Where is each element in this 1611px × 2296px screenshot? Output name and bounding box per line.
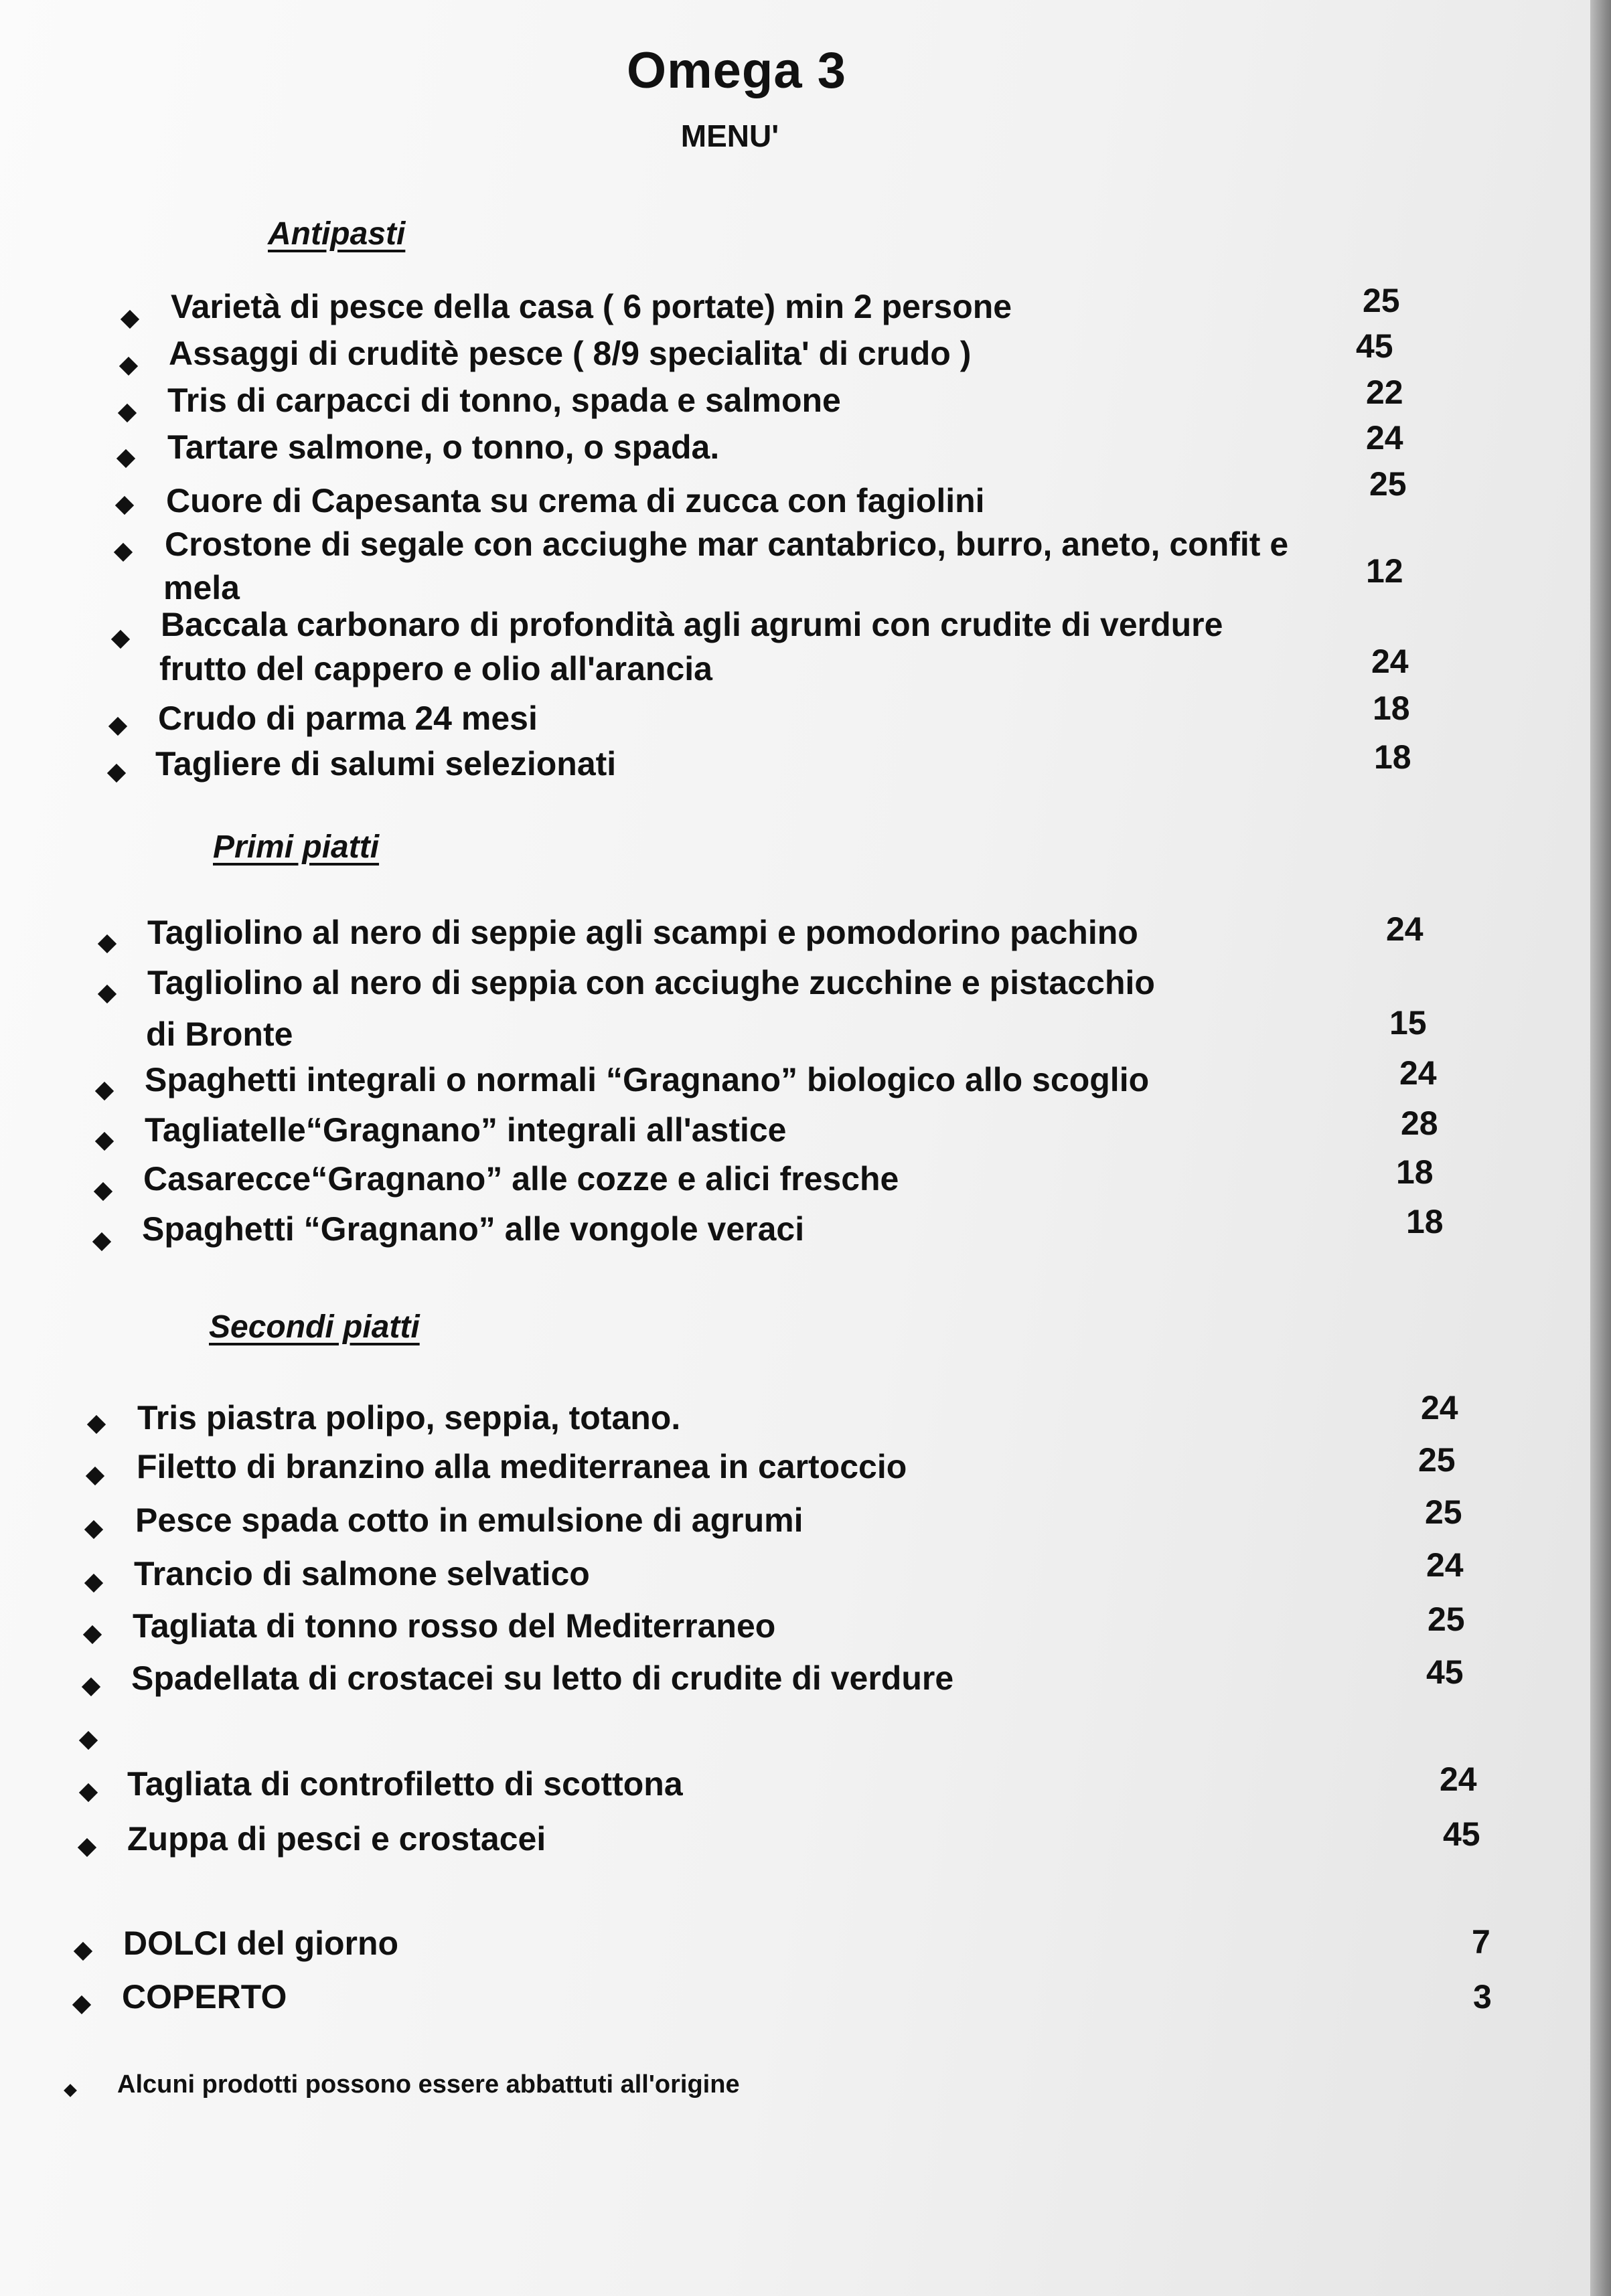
bullet-icon	[98, 934, 117, 953]
menu-item-price: 25	[1425, 1493, 1462, 1531]
menu-item-price: 24	[1371, 643, 1409, 680]
menu-item: Tartare salmone, o tonno, o spada.	[167, 428, 720, 466]
bullet-icon	[82, 1677, 100, 1696]
bullet-icon	[95, 1082, 114, 1100]
bullet-icon	[87, 1415, 106, 1434]
bullet-icon	[74, 1942, 92, 1961]
bullet-icon	[107, 764, 126, 783]
menu-item: Tris piastra polipo, seppia, totano.	[137, 1399, 681, 1437]
bullet-icon	[118, 404, 137, 422]
menu-item: Spaghetti “Gragnano” alle vongole veraci	[142, 1210, 805, 1248]
bullet-icon	[92, 1232, 111, 1251]
bullet-icon	[78, 1838, 96, 1857]
menu-item: Pesce spada cotto in emulsione di agrumi	[135, 1501, 803, 1539]
menu-item-price: 24	[1421, 1389, 1458, 1426]
section-heading-secondi-piatti: Secondi piatti	[209, 1309, 420, 1345]
bullet-icon	[111, 630, 130, 649]
menu-item-price: 22	[1366, 374, 1403, 411]
menu-item: Tagliere di salumi selezionati	[155, 745, 617, 783]
menu-item: Tagliata di controfiletto di scottona	[127, 1765, 683, 1803]
menu-item-price: 3	[1473, 1978, 1492, 2016]
menu-item-price: 24	[1366, 419, 1403, 457]
menu-item: Spaghetti integrali o normali “Gragnano” biologico allo scoglio	[145, 1061, 1150, 1098]
bullet-icon	[108, 717, 127, 736]
bullet-icon	[121, 310, 139, 329]
bullet-icon	[94, 1182, 112, 1201]
menu-item: Crudo di parma 24 mesi	[158, 700, 538, 737]
bullet-icon	[64, 2084, 77, 2097]
menu-item-price: 24	[1386, 910, 1424, 948]
bullet-icon	[114, 543, 133, 562]
page-edge-shadow	[1590, 0, 1611, 2296]
menu-item-price: 25	[1369, 465, 1407, 503]
menu-item-continuation: di Bronte	[146, 1015, 293, 1053]
bullet-icon	[72, 1995, 91, 2014]
menu-item: Varietà di pesce della casa ( 6 portate) min 2 persone	[171, 288, 1012, 325]
menu-item: Tagliolino al nero di seppie agli scampi e pomodorino pachino	[147, 914, 1138, 951]
bullet-icon	[115, 496, 134, 515]
menu-item: Assaggi di cruditè pesce ( 8/9 specialita' di crudo )	[169, 335, 972, 372]
bullet-icon	[83, 1625, 102, 1644]
menu-item-price: 45	[1426, 1653, 1464, 1691]
bullet-icon	[98, 985, 117, 1003]
menu-item-price: 45	[1356, 327, 1393, 365]
menu-subtitle: MENU'	[680, 118, 779, 153]
bullet-icon	[86, 1467, 104, 1485]
menu-item-price: 18	[1396, 1153, 1434, 1191]
menu-item-price: 18	[1374, 738, 1411, 776]
section-heading-primi-piatti: Primi piatti	[213, 829, 380, 865]
menu-item: Tagliata di tonno rosso del Mediterraneo	[133, 1607, 776, 1645]
menu-item-price: 18	[1373, 689, 1410, 727]
menu-item-dolci: DOLCI del giorno	[123, 1924, 399, 1962]
menu-item: Tris di carpacci di tonno, spada e salmone	[167, 382, 841, 419]
menu-item-continuation: frutto del cappero e olio all'arancia	[159, 650, 712, 687]
menu-item-price: 18	[1406, 1203, 1444, 1240]
menu-item-price: 25	[1363, 282, 1400, 319]
menu-item-price: 25	[1418, 1441, 1456, 1479]
menu-item: Tagliatelle“Gragnano” integrali all'astice	[145, 1111, 787, 1149]
restaurant-title: Omega 3	[626, 42, 847, 99]
bullet-icon	[79, 1783, 98, 1802]
menu-item-price: 45	[1443, 1815, 1480, 1853]
menu-item: Tagliolino al nero di seppia con acciughe zucchine e pistacchio	[147, 964, 1155, 1001]
menu-item: Trancio di salmone selvatico	[134, 1555, 590, 1592]
menu-item-price: 24	[1440, 1760, 1477, 1798]
menu-item: Cuore di Capesanta su crema di zucca con fagiolini	[166, 482, 985, 519]
menu-item: Crostone di segale con acciughe mar cantabrico, burro, aneto, confit e	[165, 525, 1289, 563]
menu-item-price: 24	[1426, 1546, 1464, 1584]
menu-item: Filetto di branzino alla mediterranea in cartoccio	[137, 1448, 907, 1485]
menu-item-price: 15	[1389, 1004, 1427, 1042]
bullet-icon	[84, 1574, 103, 1592]
menu-item-price: 24	[1399, 1054, 1437, 1092]
section-heading-antipasti: Antipasti	[268, 216, 406, 252]
bullet-icon	[84, 1520, 103, 1539]
menu-item-price: 7	[1472, 1923, 1490, 1961]
menu-item-coperto: COPERTO	[122, 1978, 287, 2016]
bullet-icon	[119, 357, 138, 376]
menu-item-price: 25	[1428, 1601, 1465, 1638]
menu-item: Zuppa di pesci e crostacei	[127, 1820, 546, 1858]
menu-item: Casarecce“Gragnano” alle cozze e alici fresche	[143, 1160, 899, 1198]
menu-item-continuation: mela	[163, 569, 240, 606]
menu-item: Baccala carbonaro di profondità agli agrumi con crudite di verdure	[161, 606, 1223, 643]
menu-item-price: 28	[1401, 1104, 1438, 1142]
menu-item-price: 12	[1366, 552, 1403, 590]
bullet-icon	[117, 449, 135, 468]
footer-note: Alcuni prodotti possono essere abbattuti all'origine	[117, 2070, 740, 2099]
bullet-icon	[95, 1132, 114, 1151]
menu-item: Spadellata di crostacei su letto di crudite di verdure	[131, 1659, 954, 1697]
bullet-icon	[79, 1731, 98, 1750]
